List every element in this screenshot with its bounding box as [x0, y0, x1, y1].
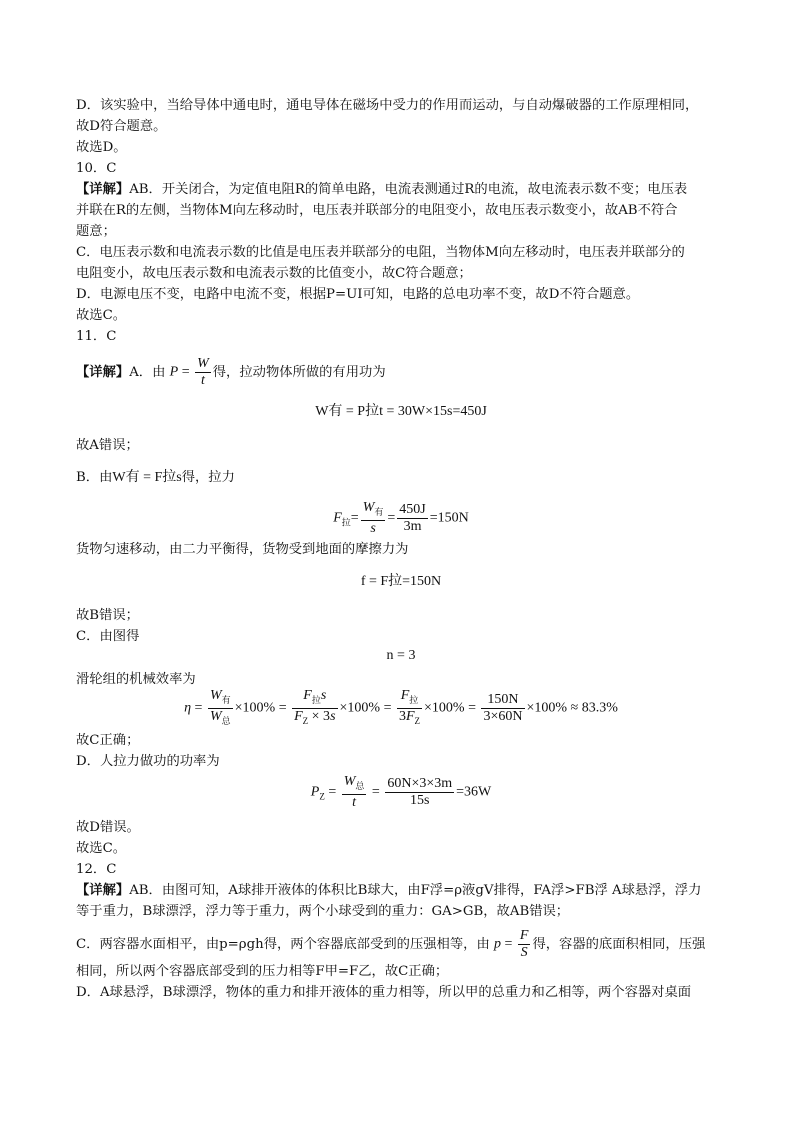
- text-span: 得，拉动物体所做的有用功为: [212, 365, 386, 380]
- equation-result: =36W: [456, 784, 492, 800]
- power-formula: P = $\frac{W}{t}$: [169, 356, 209, 388]
- text-span: C．两容器水面相平，由p=ρgh得，两个容器底部受到的压强相等，由: [76, 937, 490, 952]
- detail-tag: 【详解】: [76, 883, 130, 898]
- text-line: D．A球悬浮，B球漂浮，物体的重力和排开液体的重力相等，所以甲的总重力和乙相等，两个容器对桌面: [76, 985, 692, 1000]
- text-line: C．电压表示数和电流表示数的比值是电压表并联部分的电阻，当物体M向左移动时，电压表并联部分的: [76, 245, 685, 260]
- equation: n = 3: [386, 648, 416, 663]
- text-line: 故D符合题意。: [76, 119, 167, 134]
- text-line: D．电源电压不变，电路中电流不变，根据P=UI可知，电路的总电功率不变，故D不符合题意。: [76, 287, 640, 302]
- equation: f = F拉=150N: [360, 574, 442, 589]
- text-line: 并联在R的左侧，当物体M向左移动时，电压表并联部分的电阻变小，故电压表示数变小，故AB不符合: [76, 203, 678, 218]
- text-line: 滑轮组的机械效率为: [76, 672, 196, 687]
- question-number: 12．C: [76, 862, 117, 877]
- text-line: 故C正确；: [76, 733, 140, 748]
- text-line: 故选C。: [76, 841, 127, 856]
- text-line: 电阻变小，故电压表示数和电流表示数的比值变小，故C符合题意；: [76, 266, 472, 281]
- text-line: 等于重力，B球漂浮，浮力等于重力，两个小球受到的重力：GA>GB，故AB错误；: [76, 904, 570, 919]
- text-span: 得，拉力: [181, 470, 235, 485]
- text-line: 故选D。: [76, 140, 127, 155]
- text-line: [76, 881, 701, 901]
- power-equation: $P_Z$ = $\frac{W_总}{t}$ = $\frac{60N\times 3\times 3m}{15s}$ =36W: [310, 774, 492, 810]
- equation-result: =150N: [429, 510, 469, 526]
- equation-result: ×100% ≈ 83.3%: [526, 700, 618, 716]
- text-span: B．由: [76, 470, 113, 485]
- question-number: 11．C: [76, 329, 117, 344]
- text-line: D．人拉力做功的功率为: [76, 754, 220, 769]
- pressure-formula: p = $\frac{F}{S}$: [493, 928, 529, 960]
- equation: W有 = P拉t = 30W×15s=450J: [315, 404, 487, 419]
- text-span: AB．由图可知，A球排开液体的体积比B球大，由F浮=ρ液gV排得，FA浮>FB浮 A球悬浮，浮力: [129, 883, 702, 898]
- text-line: [76, 356, 386, 389]
- text-line: 题意；: [76, 224, 116, 239]
- efficiency-equation: η = $\frac{W_有}{W_总}$ ×100% = $\frac{F_拉s}{F_Z \times 3s}$ ×100% = $\frac{F_拉}{3F_Z}$ ×100% = $\frac{150N}{3\times 60N}$ ×100% ≈ 83.3%: [184, 688, 618, 726]
- text-line: [76, 180, 687, 200]
- text-line: 故D错误。: [76, 820, 140, 835]
- text-span: 得，容器的底面积相同，压强: [532, 937, 706, 952]
- question-number: 10．C: [76, 161, 117, 176]
- inline-formula: W有 = F拉s: [112, 470, 182, 485]
- detail-tag: 【详解】: [76, 182, 130, 197]
- equation: $F_拉=$ $\frac{W_有}{s}$ = $\frac{450J}{3m}$ =150N: [333, 500, 469, 536]
- text-line: 故A错误；: [76, 438, 139, 453]
- text-line: 故选C。: [76, 308, 127, 323]
- detail-tag: 【详解】: [76, 365, 130, 380]
- text-span: A．由: [129, 365, 166, 380]
- text-line: [76, 468, 235, 488]
- text-line: 相同，所以两个容器底部受到的压力相等F甲=F乙，故C正确；: [76, 964, 449, 979]
- text-line: 货物匀速移动，由二力平衡得，货物受到地面的摩擦力为: [76, 542, 409, 557]
- text-line: D．该实验中，当给导体中通电时，通电导体在磁场中受力的作用而运动，与自动爆破器的工作原理相同，: [76, 98, 699, 113]
- text-line: C．由图得: [76, 629, 140, 644]
- text-line: [76, 928, 705, 961]
- text-line: 故B错误；: [76, 608, 139, 623]
- text-span: AB．开关闭合，为定值电阻R的简单电路，电流表测通过R的电流，故电流表示数不变；电压表: [129, 182, 688, 197]
